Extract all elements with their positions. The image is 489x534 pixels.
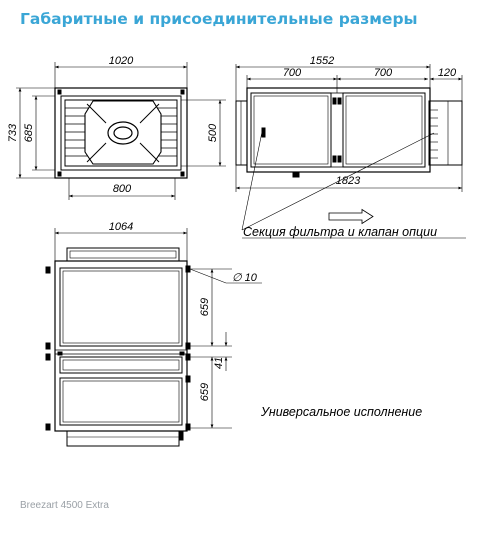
- stack-view: [46, 228, 262, 446]
- side-left-flange: [236, 101, 247, 165]
- stack-height-upper-label: 659: [199, 297, 211, 317]
- side-length-total-label: 1823: [335, 175, 361, 187]
- page-title: Габаритные и присоединительные размеры: [20, 10, 418, 28]
- stack-upper-frame: [60, 268, 182, 346]
- hole-diameter-label: ∅ 10: [232, 272, 257, 284]
- side-flange-label: 120: [437, 67, 457, 79]
- stack-middle-frame: [60, 357, 182, 373]
- leader-line-left: [242, 132, 262, 230]
- footer-model-name: Breezart 4500 Extra: [20, 500, 109, 511]
- front-flange-height-label: 500: [207, 123, 219, 143]
- filter-section-note: Секция фильтра и клапан опции: [243, 225, 438, 239]
- stack-width-top-label: 1064: [108, 221, 134, 233]
- fan-housing: [85, 101, 161, 164]
- side-filter-slats: [430, 110, 438, 158]
- side-view: [236, 64, 466, 238]
- side-section-left-label: 700: [282, 67, 302, 79]
- front-height-inner-label: 685: [23, 123, 35, 143]
- stack-gap-label: 41: [213, 356, 225, 370]
- side-length-body-label: 1552: [309, 55, 335, 67]
- front-width-bottom-label: 800: [112, 183, 132, 195]
- stack-lower-frame: [60, 378, 182, 425]
- side-panel-right: [343, 93, 425, 167]
- front-height-outer-label: 733: [7, 123, 19, 143]
- front-width-top-label: 1020: [108, 55, 134, 67]
- stack-height-lower-label: 659: [199, 382, 211, 402]
- airflow-arrow-icon: [329, 210, 373, 224]
- universal-version-note: Универсальное исполнение: [261, 405, 423, 419]
- front-view: [16, 62, 226, 200]
- stack-bottom-flange: [67, 431, 179, 446]
- side-section-right-label: 700: [373, 67, 393, 79]
- stack-top-flange: [67, 248, 179, 261]
